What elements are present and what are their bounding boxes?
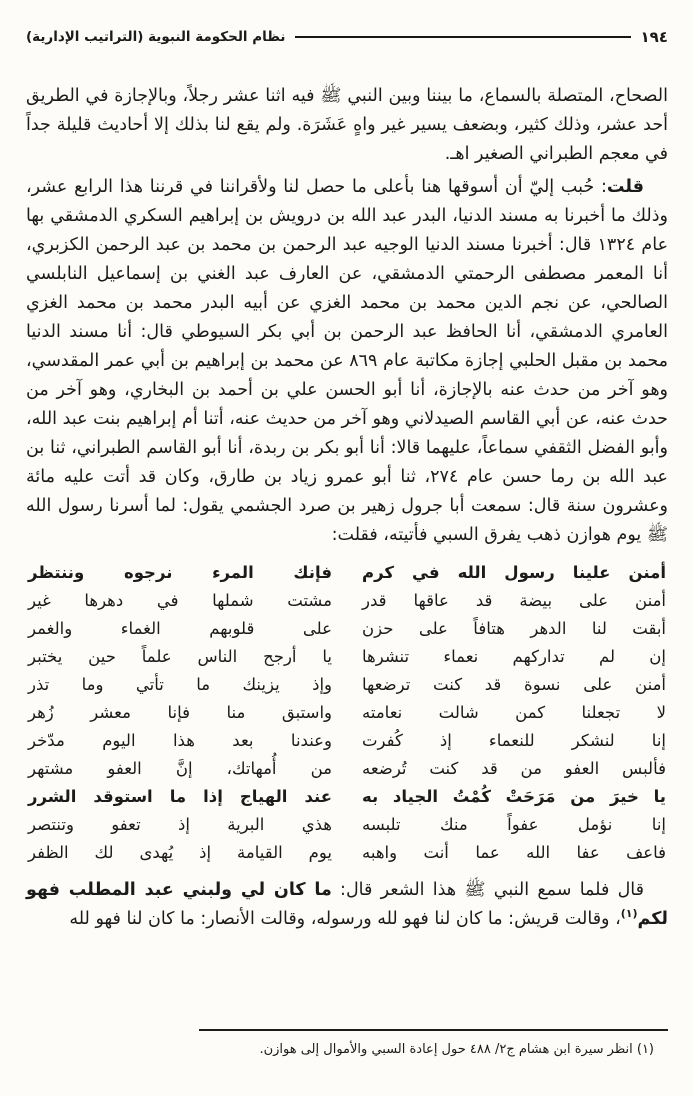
hemistich-right: يا خيرَ من مَرَحَتْ كُمْتُ الجياد به	[362, 787, 666, 806]
hemistich-left: يا أرجح الناس علماً حين يختبر	[28, 647, 332, 666]
footnote-separator-rule	[199, 1029, 668, 1031]
hemistich-right: أمنن على نسوة قد كنت ترضعها	[362, 675, 666, 694]
hemistich-right: إنا نؤمل عفواً منك تلبسه	[362, 815, 666, 834]
text-segment: : حُبب إليّ أن أسوقها هنا بأعلى ما حصل لنا ولأقراننا في قرننا هذا الرابع عشر، وذلك ما أخبرنا به مسند الدنيا، البدر عبد الله بن درويش بن إبراهيم السكري الدمشقي بها عام ١٣٢٤ قال: أخبرنا مسند الدنيا الوجيه عبد الرحمن بن محمد بن عبد الرحمن الكزبري، أنا المعمر مصطفى الرحمتي الدمشقي، عن العارف عبد الغني بن إسماعيل النابلسي الصالحي، عن نجم الدين محمد بن محمد الغزي عن أبيه البدر محمد بن محمد الغزي العامري الدمشقي، أنا الحافظ عبد الرحمن بن أبي بكر السيوطي قال: أنا مسند الدنيا محمد بن مقبل الحلبي إجازة مكاتبة عام ٨٦٩ عن محمد بن إبراهيم بن أبي عمر المقدسي، وهو آخر من حدث عنه بالإجازة، أنا أبو الحسن علي بن أحمد بن البخاري، وهو آخر من حدث عنه، عن أبي القاسم الصيدلاني وهو آخر من حديث عنه، أتنا أم إبراهيم بنت عبد الله، وأبو الفضل الثقفي سماعاً، عليهما قالا: أنا أبو بكر بن ربدة، أنا أبو القاسم الطبراني، ثنا بن عبد الله بن رما حسن عام ٢٧٤، ثنا أبو عمرو زياد بن طارق، وكان قد أتت عليه مائة وعشرون سنة قال: سمعت أبا جرول زهير بن صرد الجشمي يقول: لما أسرنا رسول الله ﷺ يوم هوازن ذهب يفرق السبي فأتيته، فقلت:	[26, 177, 669, 545]
verse-row-8	[28, 755, 666, 783]
emphasized-text: ما كان لي ولبني عبد المطلب فهو لكم	[26, 880, 668, 929]
page-content	[0, 46, 694, 934]
hemistich-left: فإنك المرء نرجوه وننتظر	[28, 563, 332, 582]
verse-row-3	[28, 615, 666, 643]
verse-row-6	[28, 699, 666, 727]
verse-row-10	[28, 811, 666, 839]
hemistich-right: إنا لنشكر للنعماء إذ كُفرت	[362, 731, 666, 750]
hemistich-left: وإذ يزينك ما تأتي وما تذر	[28, 675, 332, 694]
verse-row-9	[28, 783, 666, 811]
hemistich-right: أمنن على بيضة قد عاقها قدر	[362, 591, 666, 610]
paragraph-isnad-intro: الصحاح، المتصلة بالسماع، ما بيننا وبين النبي ﷺ فيه اثنا عشر رجلاً، وبالإجازة في الطريق أحد عشر، وذلك كثير، وبضعف يسير غير واهٍ عَشَرَة. ولم يقع لنا بذلك إلا أحاديث قليلة جداً في معجم الطبراني الصغير اهـ.	[26, 86, 668, 164]
hemistich-right: لا تجعلنا كمن شالت نعامته	[362, 703, 666, 722]
footnote-reference: (١)	[620, 907, 638, 921]
verse-row-4	[28, 643, 666, 671]
poem-hawazin-verses	[28, 559, 666, 867]
hemistich-left: وعندنا بعد هذا اليوم مدّخر	[28, 731, 332, 750]
hemistich-left: هذي البرية إذ تعفو وتنتصر	[28, 815, 332, 834]
verse-row-5	[28, 671, 666, 699]
verse-row-1	[28, 559, 666, 587]
book-title: نظام الحكومة النبوية (التراتيب الإدارية)	[26, 29, 286, 45]
hemistich-right: إن لم تداركهم نعماء تنشرها	[362, 647, 666, 666]
page-header	[0, 0, 694, 46]
hemistich-left: مشتت شملها في دهرها غير	[28, 591, 332, 610]
footnote-text: (١) انظر سيرة ابن هشام ج٢/ ٤٨٨ حول إعادة السبي والأموال إلى هوازن.	[259, 1042, 654, 1057]
hemistich-left: عند الهياج إذا ما استوقد الشرر	[28, 787, 332, 806]
hemistich-right: أبقت لنا الدهر هتافاً على حزن	[362, 619, 666, 638]
paragraph-closing	[26, 876, 668, 934]
verse-row-11	[28, 839, 666, 867]
hemistich-right: أمنن علينا رسول الله في كرم	[362, 563, 666, 582]
verse-row-7	[28, 727, 666, 755]
hemistich-right: فاعف عفا الله عما أنت واهبه	[362, 843, 666, 862]
footnote-area	[26, 1029, 668, 1060]
hemistich-right: فألبس العفو من قد كنت تُرضعه	[362, 759, 666, 778]
emphasized-text: قلت	[606, 177, 644, 197]
hemistich-left: واستبق منا فإنا معشر زُهر	[28, 703, 332, 722]
text-segment: ، وقالت قريش: ما كان لنا فهو لله ورسوله، وقالت الأنصار: ما كان لنا فهو لله	[69, 909, 621, 929]
text-segment: قال فلما سمع النبي ﷺ هذا الشعر قال:	[331, 880, 644, 900]
hemistich-left: يوم القيامة إذ يُهدى لك الظفر	[28, 843, 332, 862]
hemistich-left: من أُمهاتك، إنَّ العفو مشتهر	[28, 759, 332, 778]
paragraph-isnad-chain	[26, 173, 668, 550]
hemistich-left: على قلوبهم الغماء والغمر	[28, 619, 332, 638]
verse-row-2	[28, 587, 666, 615]
header-rule	[295, 36, 630, 38]
page-number: ١٩٤	[640, 28, 668, 46]
